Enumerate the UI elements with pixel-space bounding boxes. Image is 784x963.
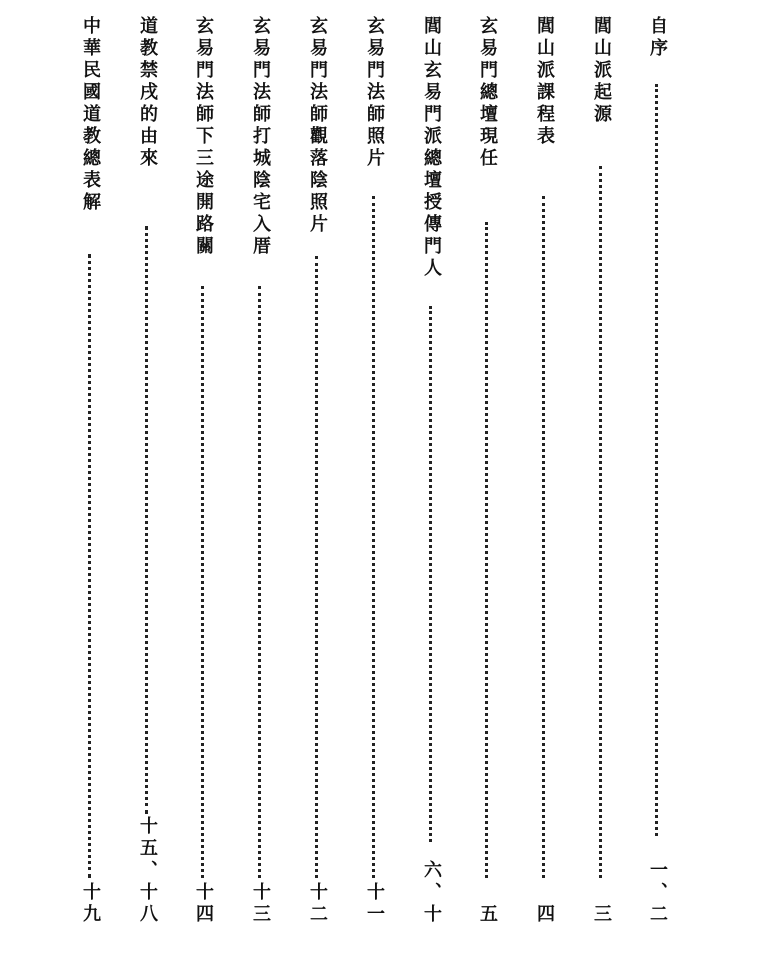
dot-leader: [485, 222, 488, 878]
toc-entry-page: 四: [534, 904, 555, 926]
toc-entry-page: 十三: [250, 882, 271, 926]
dot-leader: [655, 84, 658, 836]
toc-entry: [472, 16, 502, 926]
dot-leader: [429, 306, 432, 842]
toc-entry: [586, 16, 616, 926]
toc-entry-title: 玄易門法師照片: [364, 16, 385, 170]
toc-entry-page: 十九: [80, 882, 101, 926]
toc-entry: [416, 16, 446, 926]
dot-leader: [315, 256, 318, 878]
dot-leader: [145, 226, 148, 814]
dot-leader: [599, 166, 602, 878]
dot-leader: [88, 254, 91, 878]
toc-entry-page: 十一: [364, 882, 385, 926]
toc-entry-page: 三: [591, 904, 612, 926]
dot-leader: [258, 286, 261, 878]
toc-entry-title: 道教禁戌的由來: [137, 16, 158, 170]
toc-entry-title: 玄易門法師下三途開路關: [193, 16, 214, 258]
toc-entry: [75, 16, 105, 926]
toc-entry: [245, 16, 275, 926]
toc-entry-title: 閭山派起源: [591, 16, 612, 126]
dot-leader: [542, 196, 545, 878]
toc-entry-title: 玄易門法師打城陰宅入厝: [250, 16, 271, 258]
toc-entry-page: 十五、十八: [137, 816, 158, 926]
toc-entry: [132, 16, 162, 926]
toc-entry: [529, 16, 559, 926]
dot-leader: [372, 196, 375, 878]
dot-leader: [201, 286, 204, 878]
toc-entry-title: 閭山派課程表: [534, 16, 555, 148]
toc-entry-title: 中華民國道教總表解: [80, 16, 101, 214]
toc-entry-title: 玄易門法師觀落陰照片: [307, 16, 328, 236]
toc-entry-page: 六、十: [421, 860, 442, 926]
toc-entry-title: 玄易門總壇現任: [477, 16, 498, 170]
toc-entry: [302, 16, 332, 926]
toc-entry-page: 五: [477, 904, 498, 926]
toc-entry-page: 十四: [193, 882, 214, 926]
toc-entry: [359, 16, 389, 926]
toc-entry-page: 一、二: [647, 860, 668, 926]
toc-entry-page: 十二: [307, 882, 328, 926]
toc-entry-title: 自序: [647, 16, 668, 60]
toc-entry-title: 閭山玄易門派總壇授傳門人: [421, 16, 442, 280]
toc-entry: [642, 16, 672, 926]
toc-entry: [188, 16, 218, 926]
